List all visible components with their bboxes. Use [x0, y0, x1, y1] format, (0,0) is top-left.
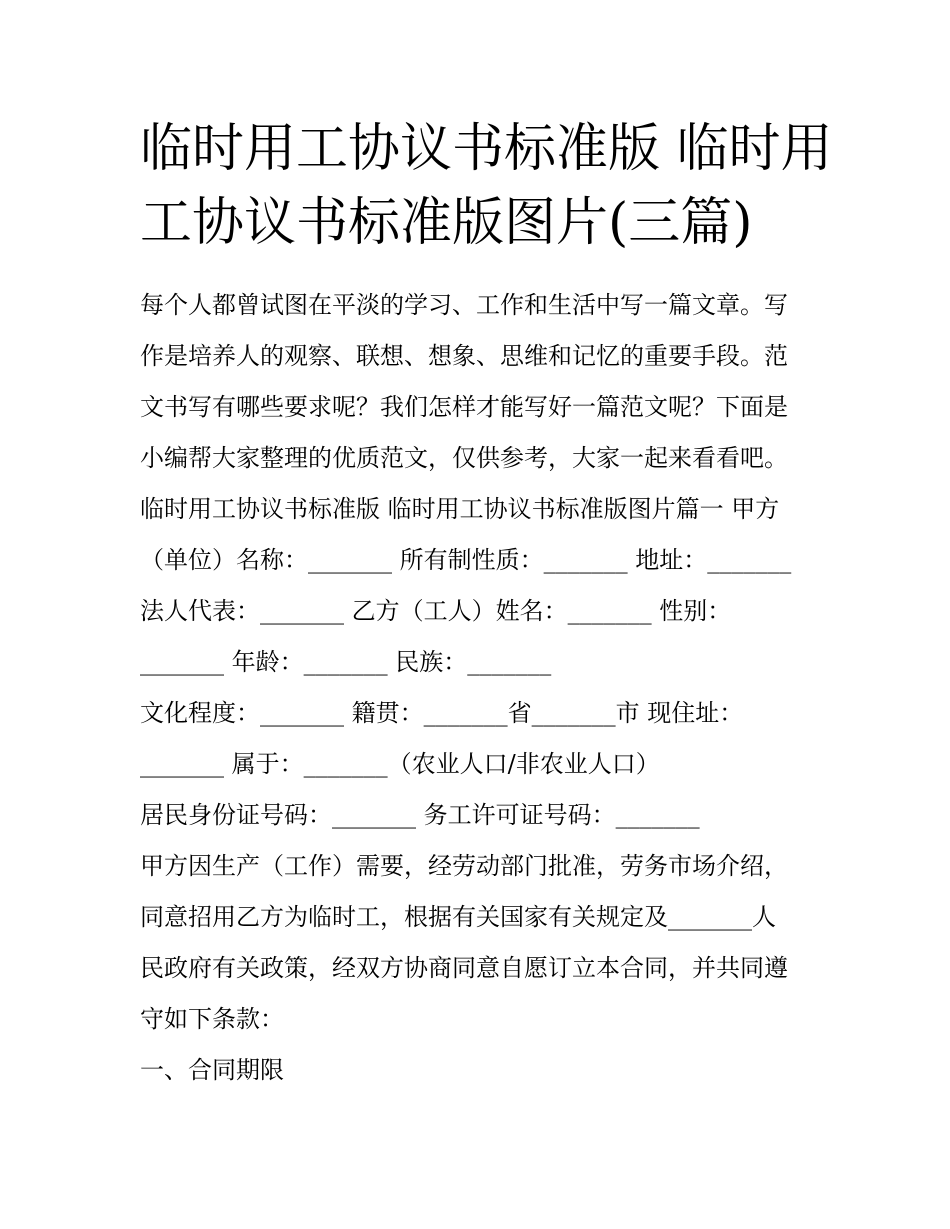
section-heading: 一、合同期限 [140, 1056, 284, 1084]
form-line: 法人代表：_______ 乙方（工人）姓名：_______ 性别： [140, 597, 732, 625]
document-title [140, 112, 833, 260]
body-line: 同意招用乙方为临时工，根据有关国家有关规定及_______人 [140, 903, 776, 931]
form-line: _______ 属于：_______（农业人口/非农业人口） [140, 750, 660, 778]
body-line: 作是培养人的观察、联想、想象、思维和记忆的重要手段。范 [140, 342, 788, 370]
body-line: 文书写有哪些要求呢？我们怎样才能写好一篇范文呢？下面是 [140, 393, 788, 421]
body-line: 守如下条款： [140, 1005, 284, 1033]
title-line-1: 临时用工协议书标准版 临时用 [140, 119, 833, 179]
form-line: _______ 年龄：_______ 民族：_______ [140, 648, 552, 676]
body-line: 小编帮大家整理的优质范文，仅供参考，大家一起来看看吧。 [140, 444, 788, 472]
body-line: 每个人都曾试图在平淡的学习、工作和生活中写一篇文章。写 [140, 291, 788, 319]
form-line: （单位）名称：_______ 所有制性质：_______ 地址：_______ [140, 546, 792, 574]
document-body [140, 280, 830, 1096]
body-line: 临时用工协议书标准版 临时用工协议书标准版图片篇一 甲方 [140, 495, 780, 523]
body-line: 民政府有关政策，经双方协商同意自愿订立本合同，并共同遵 [140, 954, 788, 982]
title-line-2: 工协议书标准版图片(三篇) [140, 193, 753, 253]
body-line: 甲方因生产（工作）需要，经劳动部门批准，劳务市场介绍， [140, 852, 788, 880]
form-line: 文化程度：_______ 籍贯：_______省_______市 现住址： [140, 699, 744, 727]
form-line: 居民身份证号码：_______ 务工许可证号码：_______ [140, 801, 700, 829]
